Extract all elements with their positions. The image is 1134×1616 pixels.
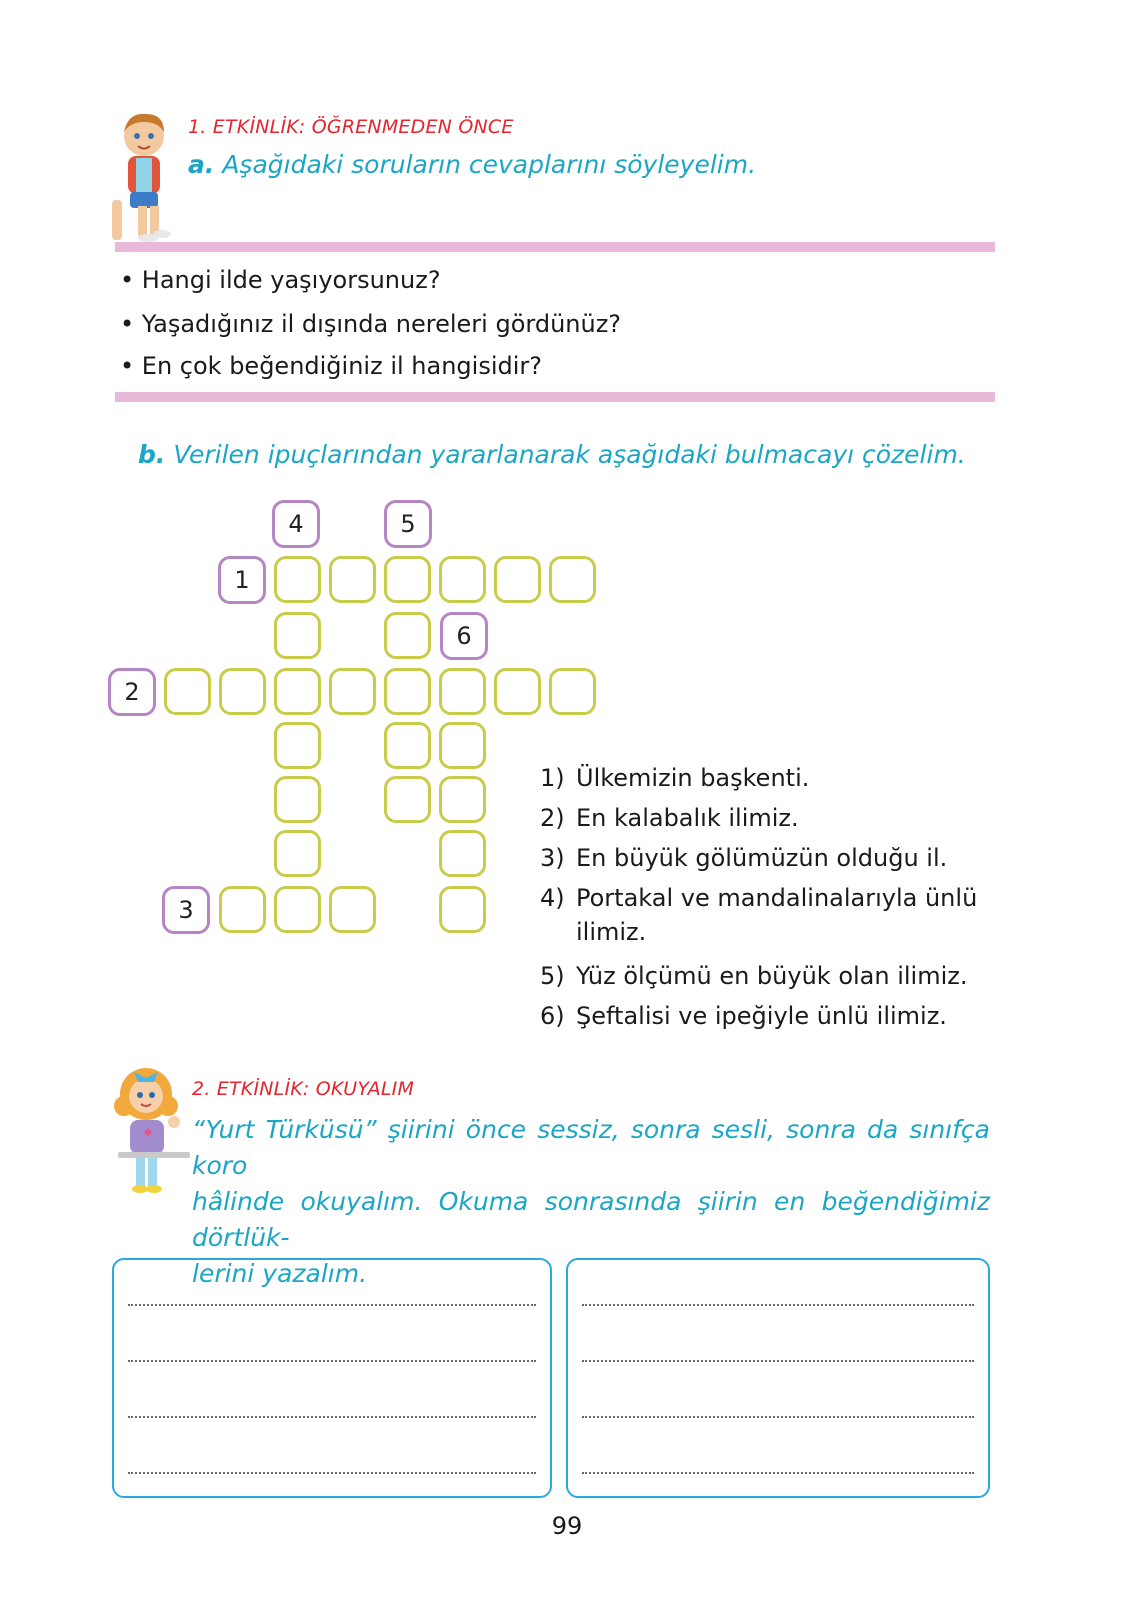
crossword-number-1: 1 [218,556,266,604]
crossword-cell[interactable] [274,722,321,769]
divider-top [115,242,995,252]
crossword-cell[interactable] [384,776,431,823]
activity-2-instruction: “Yurt Türküsü” şiirini önce sessiz, sonra sesli, sonra da sınıfça koro hâlinde okuyalım. Okuma sonrasında şiirin en beğendiğimiz dörtlük- lerini yazalım. [192,1115,990,1288]
crossword-cell[interactable] [384,722,431,769]
crossword-cell[interactable] [219,668,266,715]
crossword-cell[interactable] [329,556,376,603]
activity-1-title: 1. ETKİNLİK: ÖĞRENMEDEN ÖNCE [188,116,514,138]
part-b-label: b. [138,440,166,469]
crossword-cell[interactable] [439,830,486,877]
writing-box-left[interactable] [112,1258,552,1498]
writing-line [582,1472,974,1474]
crossword-cell[interactable] [274,668,321,715]
crossword-cell[interactable] [549,556,596,603]
crossword-cell[interactable] [439,722,486,769]
writing-line [582,1416,974,1418]
crossword-cell[interactable] [439,668,486,715]
clue-2: 2) En kalabalık ilimiz. [540,804,799,832]
writing-box-right[interactable] [566,1258,990,1498]
crossword-cell[interactable] [384,668,431,715]
crossword-cell[interactable] [329,668,376,715]
crossword-cell[interactable] [494,556,541,603]
writing-line [128,1360,536,1362]
writing-line [582,1304,974,1306]
girl-illustration [110,1064,192,1196]
clue-4-continued: ilimiz. [576,918,647,946]
crossword-number-3: 3 [162,886,210,934]
crossword-cell[interactable] [439,886,486,933]
crossword-cell[interactable] [164,668,211,715]
crossword-cell[interactable] [439,776,486,823]
crossword-number-2: 2 [108,668,156,716]
writing-line [128,1472,536,1474]
question-1: • Hangi ilde yaşıyorsunuz? [120,266,441,294]
clue-1: 1) Ülkemizin başkenti. [540,764,810,792]
writing-line [128,1416,536,1418]
part-b-instruction: Verilen ipuçlarından yararlanarak aşağıdaki bulmacayı çözelim. [173,440,966,469]
clue-5: 5) Yüz ölçümü en büyük olan ilimiz. [540,962,968,990]
crossword-cell[interactable] [439,556,486,603]
boy-illustration [108,108,178,243]
part-a-label: a. [188,150,215,179]
clue-3: 3) En büyük gölümüzün olduğu il. [540,844,948,872]
crossword-cell[interactable] [219,886,266,933]
crossword-cell[interactable] [274,556,321,603]
page-number: 99 [551,1512,583,1540]
crossword-cell[interactable] [274,830,321,877]
crossword-number-5: 5 [384,500,432,548]
crossword-number-4: 4 [272,500,320,548]
crossword-cell[interactable] [384,612,431,659]
crossword-cell[interactable] [494,668,541,715]
crossword-cell[interactable] [274,612,321,659]
writing-line [582,1360,974,1362]
part-a-instruction: Aşağıdaki soruların cevaplarını söyleyelim. [222,150,757,179]
activity-2-title: 2. ETKİNLİK: OKUYALIM [192,1078,415,1100]
crossword-cell[interactable] [549,668,596,715]
question-3: • En çok beğendiğiniz il hangisidir? [120,352,542,380]
clue-6: 6) Şeftalisi ve ipeğiyle ünlü ilimiz. [540,1002,947,1030]
crossword-cell[interactable] [274,776,321,823]
crossword-cell[interactable] [329,886,376,933]
clue-4: 4) Portakal ve mandalinalarıyla ünlü [540,884,978,912]
writing-line [128,1304,536,1306]
crossword-cell[interactable] [274,886,321,933]
divider-bottom [115,392,995,402]
question-2: • Yaşadığınız il dışında nereleri gördünüz? [120,310,622,338]
crossword-number-6: 6 [440,612,488,660]
crossword-cell[interactable] [384,556,431,603]
